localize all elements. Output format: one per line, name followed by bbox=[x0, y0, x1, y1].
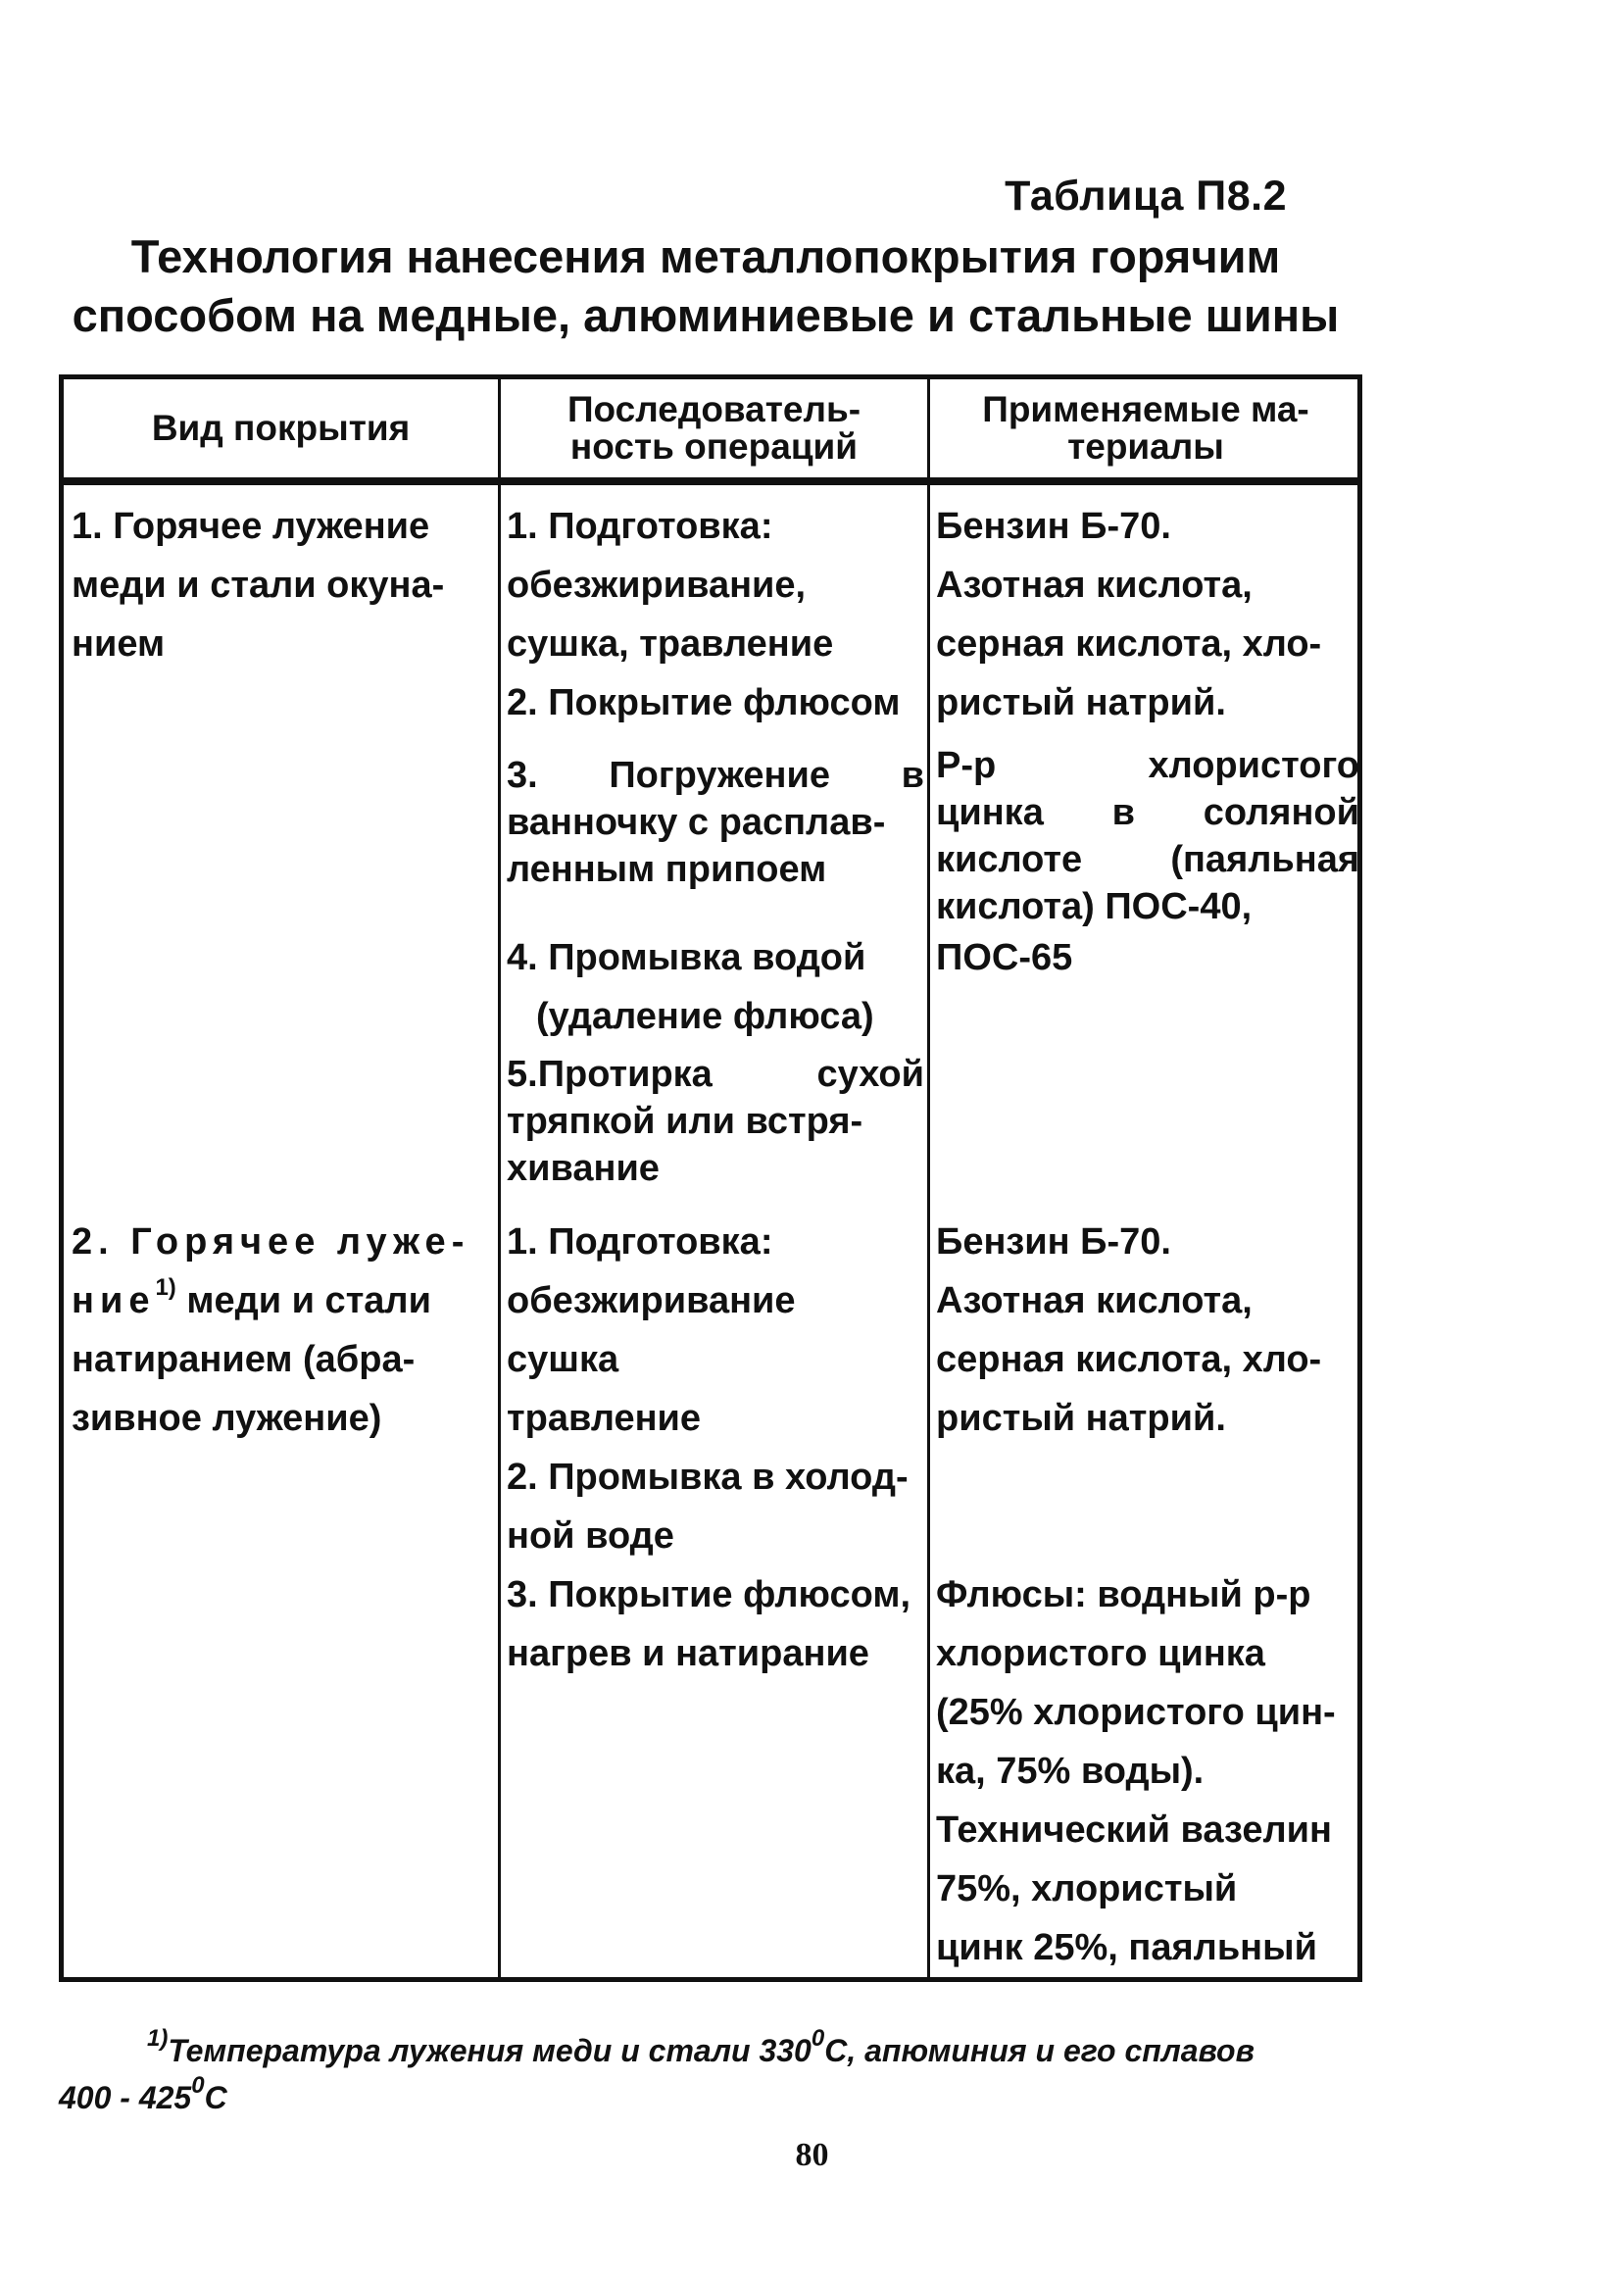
row1-op1-line: 1. Подготовка: bbox=[507, 506, 773, 547]
row2-materials-line: ристый натрий. bbox=[936, 1398, 1226, 1439]
row1-materials-2-line bbox=[936, 836, 1359, 883]
row1-op2-line: 2. Покрытие флюсом bbox=[507, 682, 901, 723]
footnote-mark: 1) bbox=[147, 2025, 169, 2053]
row2-type-word: ние bbox=[72, 1280, 156, 1321]
row2-op1-line: сушка bbox=[507, 1339, 619, 1380]
row1-op5 bbox=[507, 1051, 924, 1192]
row2-op3 bbox=[507, 1565, 924, 1683]
row1-op5-word: 5.Протирка bbox=[507, 1054, 713, 1095]
row2-materials-line: Азотная кислота, bbox=[936, 1280, 1253, 1321]
row1-materials-line: серная кислота, хло- bbox=[936, 623, 1322, 665]
header-divider bbox=[64, 477, 1357, 485]
page-number: 80 bbox=[795, 2137, 829, 2173]
row1-materials-word: кислоте bbox=[936, 839, 1083, 880]
row1-op5-line: тряпкой или встря- bbox=[507, 1101, 863, 1142]
row1-op3-word: в bbox=[901, 755, 924, 796]
header-materials-line-1: Применяемые ма- bbox=[982, 389, 1309, 429]
header-operations-line-2: ность операций bbox=[569, 426, 859, 467]
row1-materials-2-line bbox=[936, 789, 1359, 836]
header-materials-line-2: териалы bbox=[1067, 426, 1224, 467]
row2-type-line bbox=[72, 1271, 493, 1330]
row2-materials-line: 75%, хлористый bbox=[936, 1868, 1238, 1909]
row1-op4-line: 4. Промывка водой bbox=[507, 937, 866, 978]
row1-type-cell bbox=[72, 497, 493, 673]
row1-op3-word: Погружение bbox=[609, 755, 830, 796]
row1-op5-first-line bbox=[507, 1051, 924, 1098]
row1-materials-word: хлористого bbox=[1148, 745, 1359, 786]
row1-materials-2-line bbox=[936, 742, 1359, 789]
column-divider-2 bbox=[927, 379, 930, 1977]
row1-materials-word: (паяльная bbox=[1170, 839, 1359, 880]
footnote-text: С, апюминия и его сплавов bbox=[824, 2033, 1255, 2068]
footnote-ref: 1) bbox=[155, 1274, 176, 1302]
row1-materials-line: Азотная кислота, bbox=[936, 565, 1253, 606]
row2-materials-2 bbox=[936, 1565, 1359, 1977]
row2-type-word: меди и стали bbox=[175, 1280, 431, 1321]
row1-materials-word: в bbox=[1111, 792, 1135, 833]
row2-type-line: зивное лужение) bbox=[72, 1398, 382, 1439]
row2-materials-line: Флюсы: водный р-р bbox=[936, 1574, 1311, 1615]
row1-materials-2-line: кислота) ПОС-40, bbox=[936, 886, 1253, 927]
row1-type-line: меди и стали окуна- bbox=[72, 565, 445, 606]
row2-materials-line: ка, 75% воды). bbox=[936, 1751, 1205, 1792]
row2-materials-line: цинк 25%, паяльный bbox=[936, 1927, 1317, 1968]
row2-materials-line: Бензин Б-70. bbox=[936, 1221, 1171, 1263]
footnote-text: 400 - 425 bbox=[59, 2080, 192, 2115]
row1-op5-word: сухой bbox=[816, 1054, 924, 1095]
degree-mark: 0 bbox=[811, 2025, 825, 2053]
row2-op2 bbox=[507, 1448, 924, 1565]
row1-type-line: 1. Горячее лужение bbox=[72, 506, 430, 547]
row1-op1-line: обезжиривание, bbox=[507, 565, 807, 606]
table-title bbox=[59, 227, 1353, 345]
row1-op3-word: 3. bbox=[507, 755, 538, 796]
row1-materials-word: цинка bbox=[936, 792, 1044, 833]
row2-materials-line: хлористого цинка bbox=[936, 1633, 1265, 1674]
row1-op3-first-line bbox=[507, 752, 924, 799]
header-type-label: Вид покрытия bbox=[151, 408, 411, 448]
footnote-text: Температура лужения меди и стали 330 bbox=[168, 2033, 812, 2068]
row2-op2-line: ной воде bbox=[507, 1515, 674, 1557]
row2-op1-line: травление bbox=[507, 1398, 702, 1439]
row1-op3-line: ванночку с расплав- bbox=[507, 802, 886, 843]
row1-materials-word: Р-р bbox=[936, 745, 997, 786]
row2-type-line: 2. Горячее луже- bbox=[72, 1221, 470, 1263]
row1-op4 bbox=[507, 928, 924, 1046]
row1-op4-line: (удаление флюса) bbox=[536, 996, 874, 1037]
row1-materials-line: ПОС-65 bbox=[936, 937, 1073, 978]
row2-op3-line: 3. Покрытие флюсом, bbox=[507, 1574, 911, 1615]
footnote bbox=[59, 2027, 1362, 2121]
row2-op1-line: 1. Подготовка: bbox=[507, 1221, 773, 1263]
data-table bbox=[59, 374, 1362, 1982]
row2-materials-line: Технический вазелин bbox=[936, 1809, 1332, 1851]
degree-mark: 0 bbox=[191, 2072, 205, 2100]
header-cell-operations bbox=[501, 379, 927, 477]
row2-materials-line: (25% хлористого цин- bbox=[936, 1692, 1336, 1733]
row1-op3 bbox=[507, 752, 924, 893]
row1-op5-line: хивание bbox=[507, 1148, 660, 1189]
row1-materials-2 bbox=[936, 742, 1359, 930]
row2-op1 bbox=[507, 1213, 924, 1448]
table-title-line-2: способом на медные, алюминиевые и стальные шины bbox=[72, 289, 1340, 341]
row1-op2 bbox=[507, 673, 924, 732]
row1-materials-1 bbox=[936, 497, 1359, 732]
header-operations-line-1: Последователь- bbox=[566, 389, 861, 429]
row2-type-line: натиранием (абра- bbox=[72, 1339, 416, 1380]
row2-op3-line: нагрев и натирание bbox=[507, 1633, 869, 1674]
row1-materials-line: Бензин Б-70. bbox=[936, 506, 1171, 547]
row1-type-line: нием bbox=[72, 623, 166, 665]
row2-op2-line: 2. Промывка в холод- bbox=[507, 1457, 909, 1498]
row2-op1-line: обезжиривание bbox=[507, 1280, 796, 1321]
table-title-line-1: Технология нанесения металлопокрытия горячим bbox=[130, 230, 1281, 282]
row1-materials-line: ристый натрий. bbox=[936, 682, 1226, 723]
footnote-line-1 bbox=[59, 2027, 1362, 2074]
row1-op3-line: ленным припоем bbox=[507, 849, 827, 890]
footnote-text: С bbox=[204, 2080, 227, 2115]
footnote-line-2 bbox=[59, 2074, 1362, 2121]
row2-type-cell bbox=[72, 1213, 493, 1448]
header-cell-materials bbox=[930, 379, 1361, 477]
row1-materials-word: соляной bbox=[1203, 792, 1359, 833]
row2-materials-line: серная кислота, хло- bbox=[936, 1339, 1322, 1380]
table-label: Таблица П8.2 bbox=[1005, 173, 1287, 220]
row1-materials-3 bbox=[936, 928, 1359, 987]
header-cell-type bbox=[64, 379, 498, 477]
column-divider-1 bbox=[498, 379, 501, 1977]
row1-op1-line: сушка, травление bbox=[507, 623, 834, 665]
row1-op1 bbox=[507, 497, 924, 673]
row2-materials-1 bbox=[936, 1213, 1359, 1448]
